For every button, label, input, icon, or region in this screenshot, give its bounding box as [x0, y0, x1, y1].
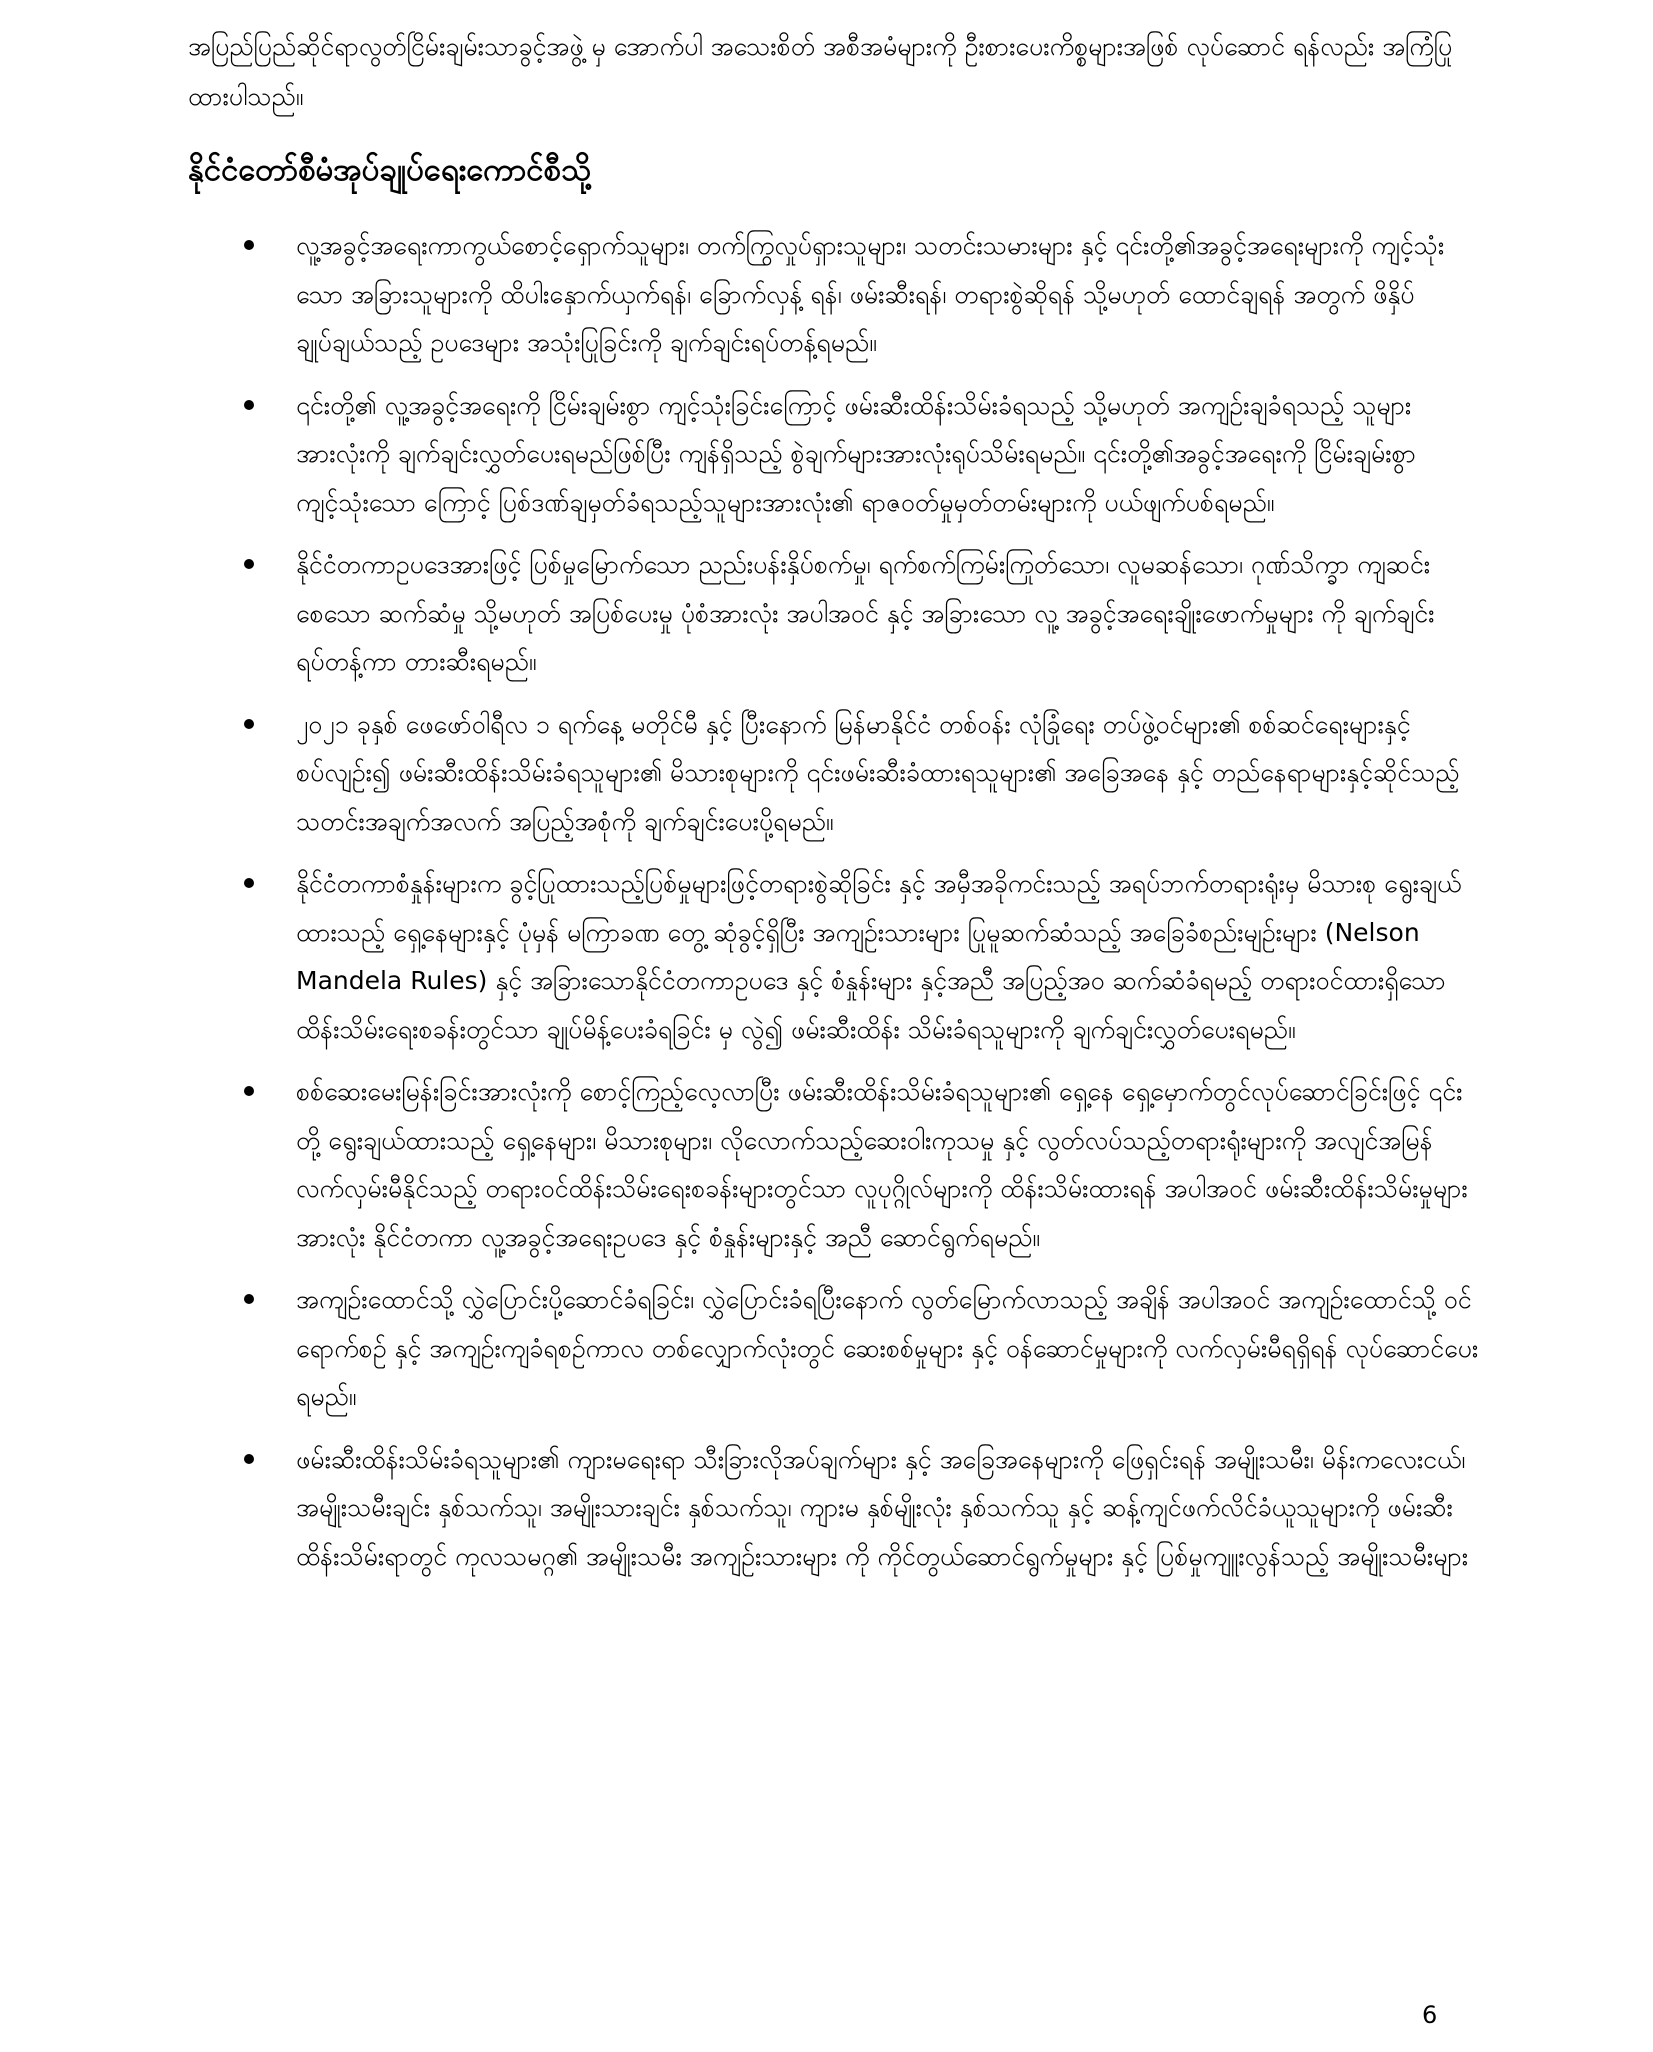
list-item-text: ဖမ်းဆီးထိန်းသိမ်းခံရသူများ၏ ကျားမရေးရာ သီးခြားလိုအပ်ချက်များ နှင့် အခြေအနေများကို ဖြေရှင်းရန် အမျိုးသမီး၊ မိန်းကလေးငယ်၊ အမျိုးသမီးချင်း နှစ်သက်သူ၊ အမျိုးသားချင်း နှစ်သက်သူ၊ ကျားမ နှစ်မျိုးလုံး နှစ်သက်သူ နှင့် ဆန့်ကျင်ဖက်လိင်ခံယူသူများကို ဖမ်းဆီးထိန်းသိမ်းရာတွင် ကုလသမဂ္ဂ၏ အမျိုးသမီး အကျဉ်းသားများ ကို ကိုင်တွယ်ဆောင်ရွက်မှုများ နှင့် ပြစ်မှုကျူးလွန်သည့် အမျိုးသမီးများ [296, 1444, 1469, 1571]
list-item [240, 1276, 1480, 1422]
list-item [240, 701, 1480, 847]
list-item-text: ၎င်းတို့၏ လူ့အခွင့်အရေးကို ငြိမ်းချမ်းစွာ ကျင့်သုံးခြင်းကြောင့် ဖမ်းဆီးထိန်းသိမ်းခံရသည့် သို့မဟုတ် အကျဉ်းချခံရသည့် သူများအားလုံးကို ချက်ချင်းလွှတ်ပေးရမည်ဖြစ်ပြီး ကျန်ရှိသည့် စွဲချက်များအားလုံးရုပ်သိမ်းရမည်။ ၎င်းတို့၏အခွင့်အရေးကို ငြိမ်းချမ်းစွာ ကျင့်သုံးသော ကြောင့် ပြစ်ဒဏ်ချမှတ်ခံရသည့်သူများအားလုံး၏ ရာဇဝတ်မှုမှတ်တမ်းများကို ပယ်ဖျက်ပစ်ရမည်။ [296, 390, 1416, 517]
recommendation-list [240, 222, 1480, 1595]
list-item [240, 222, 1480, 368]
list-item-text: စစ်ဆေးမေးမြန်းခြင်းအားလုံးကို စောင့်ကြည့်လေ့လာပြီး ဖမ်းဆီးထိန်းသိမ်းခံရသူများ၏ ရှေ့နေ ရှေ့မှောက်တွင်လုပ်ဆောင်ခြင်းဖြင့် ၎င်းတို့ ရွေးချယ်ထားသည့် ရှေ့နေများ၊ မိသားစုများ၊ လိုလောက်သည့်ဆေးဝါးကုသမှု နှင့် လွတ်လပ်သည့်တရားရုံးများကို အလျင်အမြန် လက်လှမ်းမီနိုင်သည့် တရားဝင်ထိန်းသိမ်းရေးစခန်းများတွင်သာ လူပုဂ္ဂိုလ်များကို ထိန်းသိမ်းထားရန် အပါအဝင် ဖမ်းဆီးထိန်းသိမ်းမှုများအားလုံး နိုင်ငံတကာ လူ့အခွင့်အရေးဥပဒေ နှင့် စံနှုန်းများနှင့် အညီ ဆောင်ရွက်ရမည်။ [296, 1077, 1468, 1252]
bullet-icon [244, 878, 254, 888]
bullet-icon [244, 1294, 254, 1304]
list-item [240, 860, 1480, 1054]
list-item-text: ၂၀၂၁ ခုနှစ် ဖေဖော်ဝါရီလ ၁ ရက်နေ့ မတိုင်မီ နှင့် ပြီးနောက် မြန်မာနိုင်ငံ တစ်ဝန်း လုံခြုံရေး တပ်ဖွဲ့ဝင်များ၏ စစ်ဆင်ရေးများနှင့် စပ်လျဉ်း၍ ဖမ်းဆီးထိန်းသိမ်းခံရသူများ၏ မိသားစုများကို ၎င်းဖမ်းဆီးခံထားရသူများ၏ အခြေအနေ နှင့် တည်နေရာများနှင့်ဆိုင်သည့် သတင်းအချက်အလက် အပြည့်အစုံကို ချက်ချင်းပေးပို့ရမည်။ [296, 709, 1460, 836]
list-item-text: နိုင်ငံတကာစံနှုန်းများက ခွင့်ပြုထားသည့်ပြစ်မှုများဖြင့်တရားစွဲဆိုခြင်း နှင့် အမှီအခိုကင်းသည့် အရပ်ဘက်တရားရုံးမှ မိသားစု ရွေးချယ်ထားသည့် ရှေ့နေများနှင့် ပုံမှန် မကြာခဏ တွေ့ ဆုံခွင့်ရှိပြီး အကျဉ်းသားများ ပြုမူဆက်ဆံသည့် အခြေခံစည်းမျဉ်းများ (Nelson Mandela Rules) နှင့် အခြားသောနိုင်ငံတကာဥပဒေ နှင့် စံနှုန်းများ နှင့်အညီ အပြည့်အဝ ဆက်ဆံခံရမည့် တရားဝင်ထားရှိသောထိန်းသိမ်းရေးစခန်းတွင်သာ ချုပ်မိန့်ပေးခံရခြင်း မှ လွဲ၍ ဖမ်းဆီးထိန်း သိမ်းခံရသူများကို ချက်ချင်းလွှတ်ပေးရမည်။ [296, 869, 1462, 1044]
bullet-icon [244, 1086, 254, 1096]
list-item [240, 382, 1480, 528]
page-number: 6 [1422, 2001, 1438, 2029]
intro-paragraph: အပြည်ပြည်ဆိုင်ရာလွတ်ငြိမ်းချမ်းသာခွင့်အဖွဲ့ မှ အောက်ပါ အသေးစိတ် အစီအမံများကို ဦးစားပေးကိစ္စများအဖြစ် လုပ်ဆောင် ရန်လည်း အကြံပြုထားပါသည်။ [188, 32, 1453, 111]
list-item [240, 1068, 1480, 1262]
bullet-icon [244, 240, 254, 250]
list-item [240, 541, 1480, 687]
bullet-icon [244, 400, 254, 410]
bullet-icon [244, 719, 254, 729]
bullet-icon [244, 559, 254, 569]
list-item-text: လူ့အခွင့်အရေးကာကွယ်စောင့်ရှောက်သူများ၊ တက်ကြွလှုပ်ရှားသူများ၊ သတင်းသမားများ နှင့် ၎င်းတို့၏အခွင့်အရေးများကို ကျင့်သုံးသော အခြားသူများကို ထိပါးနှောက်ယှက်ရန်၊ ခြောက်လှန့် ရန်၊ ဖမ်းဆီးရန်၊ တရားစွဲဆိုရန် သို့မဟုတ် ထောင်ချရန် အတွက် ဖိနှိပ်ချုပ်ချယ်သည့် ဥပဒေများ အသုံးပြုခြင်းကို ချက်ချင်းရပ်တန့်ရမည်။ [296, 231, 1445, 357]
list-item-text: နိုင်ငံတကာဥပဒေအားဖြင့် ပြစ်မှုမြောက်သော ညည်းပန်းနှိပ်စက်မှု၊ ရက်စက်ကြမ်းကြုတ်သော၊ လူမဆန်သော၊ ဂုဏ်သိက္ခာ ကျဆင်းစေသော ဆက်ဆံမှု သို့မဟုတ် အပြစ်ပေးမှု ပုံစံအားလုံး အပါအဝင် နှင့် အခြားသော လူ့ အခွင့်အရေးချိုးဖောက်မှုများ ကို ချက်ချင်းရပ်တန့်ကာ တားဆီးရမည်။ [296, 550, 1435, 676]
list-item [240, 1436, 1480, 1582]
bullet-icon [244, 1454, 254, 1464]
list-item-text: အကျဉ်းထောင်သို့ လွှဲပြောင်းပို့ဆောင်ခံရခြင်း၊ လွှဲပြောင်းခံရပြီးနောက် လွတ်မြောက်လာသည့် အချိန် အပါအဝင် အကျဉ်းထောင်သို့ ဝင်ရောက်စဉ် နှင့် အကျဉ်းကျခံရစဉ်ကာလ တစ်လျှောက်လုံးတွင် ဆေးစစ်မှုများ နှင့် ဝန်ဆောင်မှုများကို လက်လှမ်းမီရရှိရန် လုပ်ဆောင်ပေးရမည်။ [296, 1285, 1479, 1411]
section-heading: နိုင်ငံတော်စီမံအုပ်ချုပ်ရေးကောင်စီသို့ [188, 152, 591, 188]
